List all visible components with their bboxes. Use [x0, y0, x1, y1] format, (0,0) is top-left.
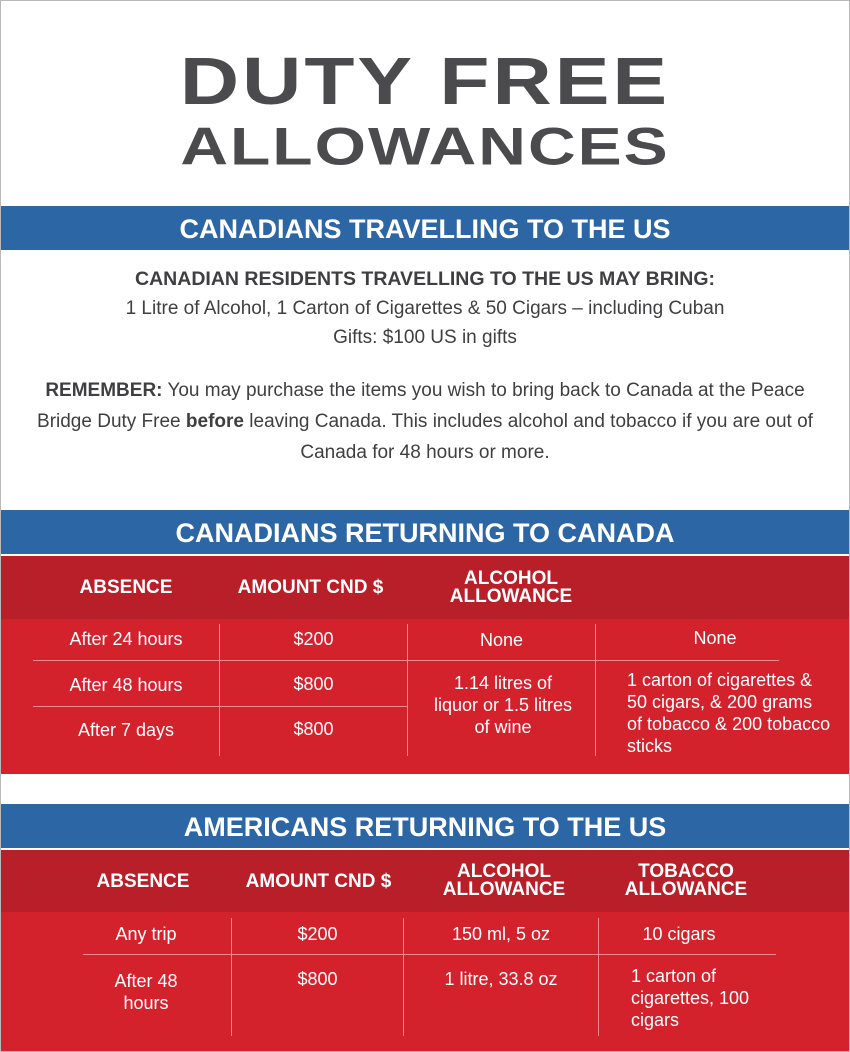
- column-header-amount: AMOUNT CND $: [245, 871, 392, 892]
- bring-allowance-text: [1, 265, 849, 352]
- table-cell-absence: After 7 days: [77, 720, 175, 740]
- gift-allowance-line: Gifts: $100 US in gifts: [333, 327, 517, 348]
- row-divider: [33, 706, 407, 707]
- table-cell-amount: $800: [293, 674, 334, 694]
- table-cell-tobacco: 1 carton of cigarettes, 100 cigars: [631, 966, 750, 1030]
- table-cell-amount: $800: [297, 969, 338, 989]
- table-cell-alcohol: 1 litre, 33.8 oz: [444, 969, 558, 989]
- row-divider: [33, 660, 407, 661]
- remember-bold-word: before: [185, 411, 244, 432]
- column-header-alcohol: ALCOHOL ALLOWANCE: [442, 861, 566, 900]
- table-cell-alcohol: 1.14 litres of liquor or 1.5 litres of wine: [433, 673, 573, 737]
- table-cell-tobacco: 1 carton of cigarettes & 50 cigars, & 200 grams of tobacco & 200 tobacco sticks: [627, 670, 831, 756]
- table-cell-tobacco: None: [693, 628, 737, 648]
- bring-allowance-heading: CANADIAN RESIDENTS TRAVELLING TO THE US MAY BRING:: [135, 268, 715, 290]
- table-cell-absence: Any trip: [115, 924, 177, 944]
- table-cell-absence: After 48 hours: [114, 971, 178, 1013]
- table-cell-absence: After 24 hours: [69, 629, 183, 649]
- page-title: DUTY FREE: [179, 44, 671, 119]
- remember-note: [1, 375, 849, 468]
- section-heading-canadians-to-us: CANADIANS TRAVELLING TO THE US: [1, 206, 849, 250]
- row-divider: [407, 660, 779, 661]
- column-header-amount: AMOUNT CND $: [237, 577, 384, 598]
- table-header: [1, 850, 849, 912]
- remember-label: REMEMBER:: [45, 380, 163, 401]
- page-subtitle: ALLOWANCES: [180, 116, 670, 176]
- table-cell-amount: $800: [293, 719, 334, 739]
- bring-allowance-line: 1 Litre of Alcohol, 1 Carton of Cigarettes & 50 Cigars – including Cuban: [125, 298, 725, 319]
- section-heading-canadians-to-canada: CANADIANS RETURNING TO CANADA: [1, 510, 849, 554]
- table-cell-amount: $200: [297, 924, 338, 944]
- table-cell-tobacco: 10 cigars: [642, 924, 716, 944]
- section-heading-americans-to-us: AMERICANS RETURNING TO THE US: [1, 804, 849, 848]
- column-header-absence: ABSENCE: [96, 871, 190, 892]
- table-cell-amount: $200: [293, 629, 334, 649]
- column-header-tobacco: TOBACCO ALLOWANCE: [624, 861, 748, 900]
- table-cell-absence: After 48 hours: [69, 675, 183, 695]
- row-divider: [83, 954, 776, 955]
- column-header-alcohol: ALCOHOL ALLOWANCE: [449, 568, 573, 607]
- remember-text-a: You may purchase the items you wish to bring back to Canada at the Peace Bridge Duty Free: [37, 380, 805, 432]
- column-header-absence: ABSENCE: [79, 577, 173, 598]
- americans-returning-table: [1, 850, 849, 1051]
- table-cell-alcohol: None: [479, 630, 524, 650]
- remember-text-b: leaving Canada. This includes alcohol and tobacco if you are out of Canada for 48 hours or more.: [249, 411, 813, 463]
- table-header: [1, 556, 849, 619]
- table-cell-alcohol: 150 ml, 5 oz: [451, 924, 551, 944]
- canadians-returning-table: [1, 556, 849, 774]
